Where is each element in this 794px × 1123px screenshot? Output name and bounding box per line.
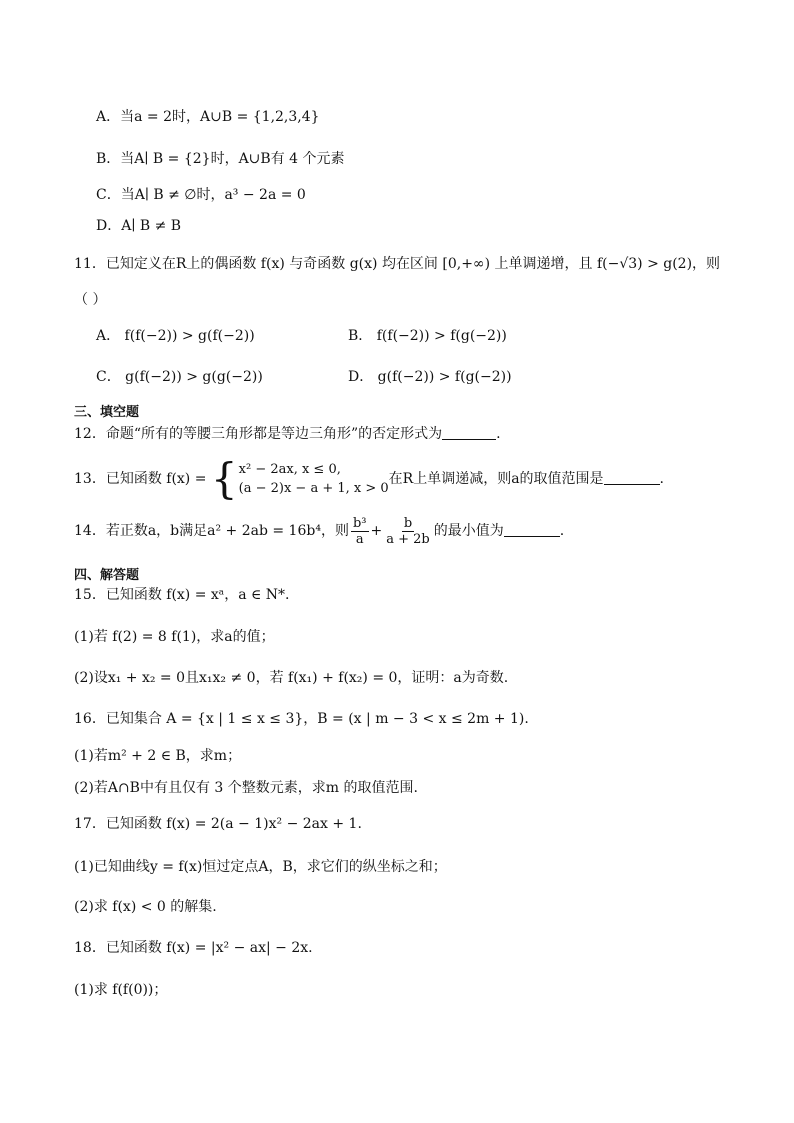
section-heading-fill-in: 三、填空题	[74, 405, 140, 420]
q18-part-1: (1)求 f(f(0))；	[74, 982, 168, 998]
q12-answer-blank[interactable]	[442, 425, 496, 440]
q13-end: .	[659, 471, 664, 487]
q13-case-1: x² − 2ax, x ≤ 0,	[238, 462, 341, 477]
q11-paren: （ ）	[74, 292, 107, 308]
q17-stem: 17．已知函数 f(x) = 2(a − 1)x² − 2ax + 1.	[74, 816, 362, 832]
q13-line	[74, 454, 664, 503]
q16-stem: 16．已知集合 A = {x | 1 ≤ x ≤ 3}，B = (x | m − 3 < x ≤ 2m + 1).	[74, 711, 529, 727]
q18-stem: 18．已知函数 f(x) = |x² − ax| − 2x.	[74, 940, 313, 956]
q12-text: 12．命题“所有的等腰三角形都是等边三角形”的否定形式为	[74, 426, 443, 442]
q17-part-1: (1)已知曲线y = f(x)恒过定点A，B，求它们的纵坐标之和；	[74, 859, 447, 875]
q17-part-2: (2)求 f(x) < 0 的解集.	[74, 899, 217, 915]
q14-plus: +	[370, 523, 383, 539]
q14-fraction-1	[351, 516, 369, 547]
section-heading-solutions: 四、解答题	[74, 568, 140, 583]
q13-post: 在R上单调递减，则a的取值范围是	[388, 471, 604, 487]
q11-option-b: B． f(f(−2)) > f(g(−2))	[348, 328, 507, 344]
q16-part-1: (1)若m² + 2 ∈ B，求m；	[74, 748, 242, 764]
q14-post: 的最小值为	[433, 523, 504, 539]
q12-end: .	[496, 426, 501, 442]
q10-option-b: B．当A∣ B = {2}时，A∪B有 4 个元素	[96, 151, 345, 167]
q14-f2-num: b	[403, 515, 413, 531]
q14-line	[74, 514, 564, 548]
q15-part-2: (2)设x₁ + x₂ = 0且x₁x₂ ≠ 0，若 f(x₁) + f(x₂) = 0，证明：a为奇数.	[74, 670, 509, 686]
q11-option-d: D． g(f(−2)) > f(g(−2))	[348, 369, 512, 385]
q13-pre: 13．已知函数 f(x) =	[74, 471, 211, 487]
q11-option-a: A． f(f(−2)) > g(f(−2))	[96, 328, 255, 344]
q14-f1-num: b³	[352, 515, 367, 531]
q14-answer-blank[interactable]	[504, 522, 560, 537]
q14-pre: 14．若正数a，b满足a² + 2ab = 16b⁴，则	[74, 523, 349, 539]
q13-answer-blank[interactable]	[604, 470, 660, 485]
q13-piecewise	[210, 454, 389, 503]
q15-stem: 15．已知函数 f(x) = xᵃ，a ∈ N*.	[74, 587, 290, 603]
q14-fraction-2	[384, 516, 432, 547]
left-brace-icon: {	[210, 454, 238, 503]
q10-option-a: A．当a = 2时，A∪B = {1,2,3,4}	[96, 109, 320, 125]
q14-f1-den: a	[355, 531, 364, 547]
q11-stem: 11．已知定义在R上的偶函数 f(x) 与奇函数 g(x) 均在区间 [0,+∞) 上单调递增，且 f(−√3) > g(2)，则	[74, 256, 721, 272]
q10-option-c: C．当A∣ B ≠ ∅时，a³ − 2a = 0	[96, 187, 306, 203]
q14-f2-den: a + 2b	[386, 531, 430, 547]
q12-line	[74, 424, 501, 444]
q16-part-2: (2)若A∩B中有且仅有 3 个整数元素，求m 的取值范围.	[74, 780, 418, 796]
q15-part-1: (1)若 f(2) = 8 f(1)，求a的值；	[74, 629, 275, 645]
q13-case-2: (a − 2)x − a + 1, x > 0	[238, 481, 389, 496]
q14-end: .	[559, 523, 565, 539]
q11-option-c: C． g(f(−2)) > g(g(−2))	[96, 369, 263, 385]
q10-option-d: D．A∣ B ≠ B	[96, 218, 182, 234]
